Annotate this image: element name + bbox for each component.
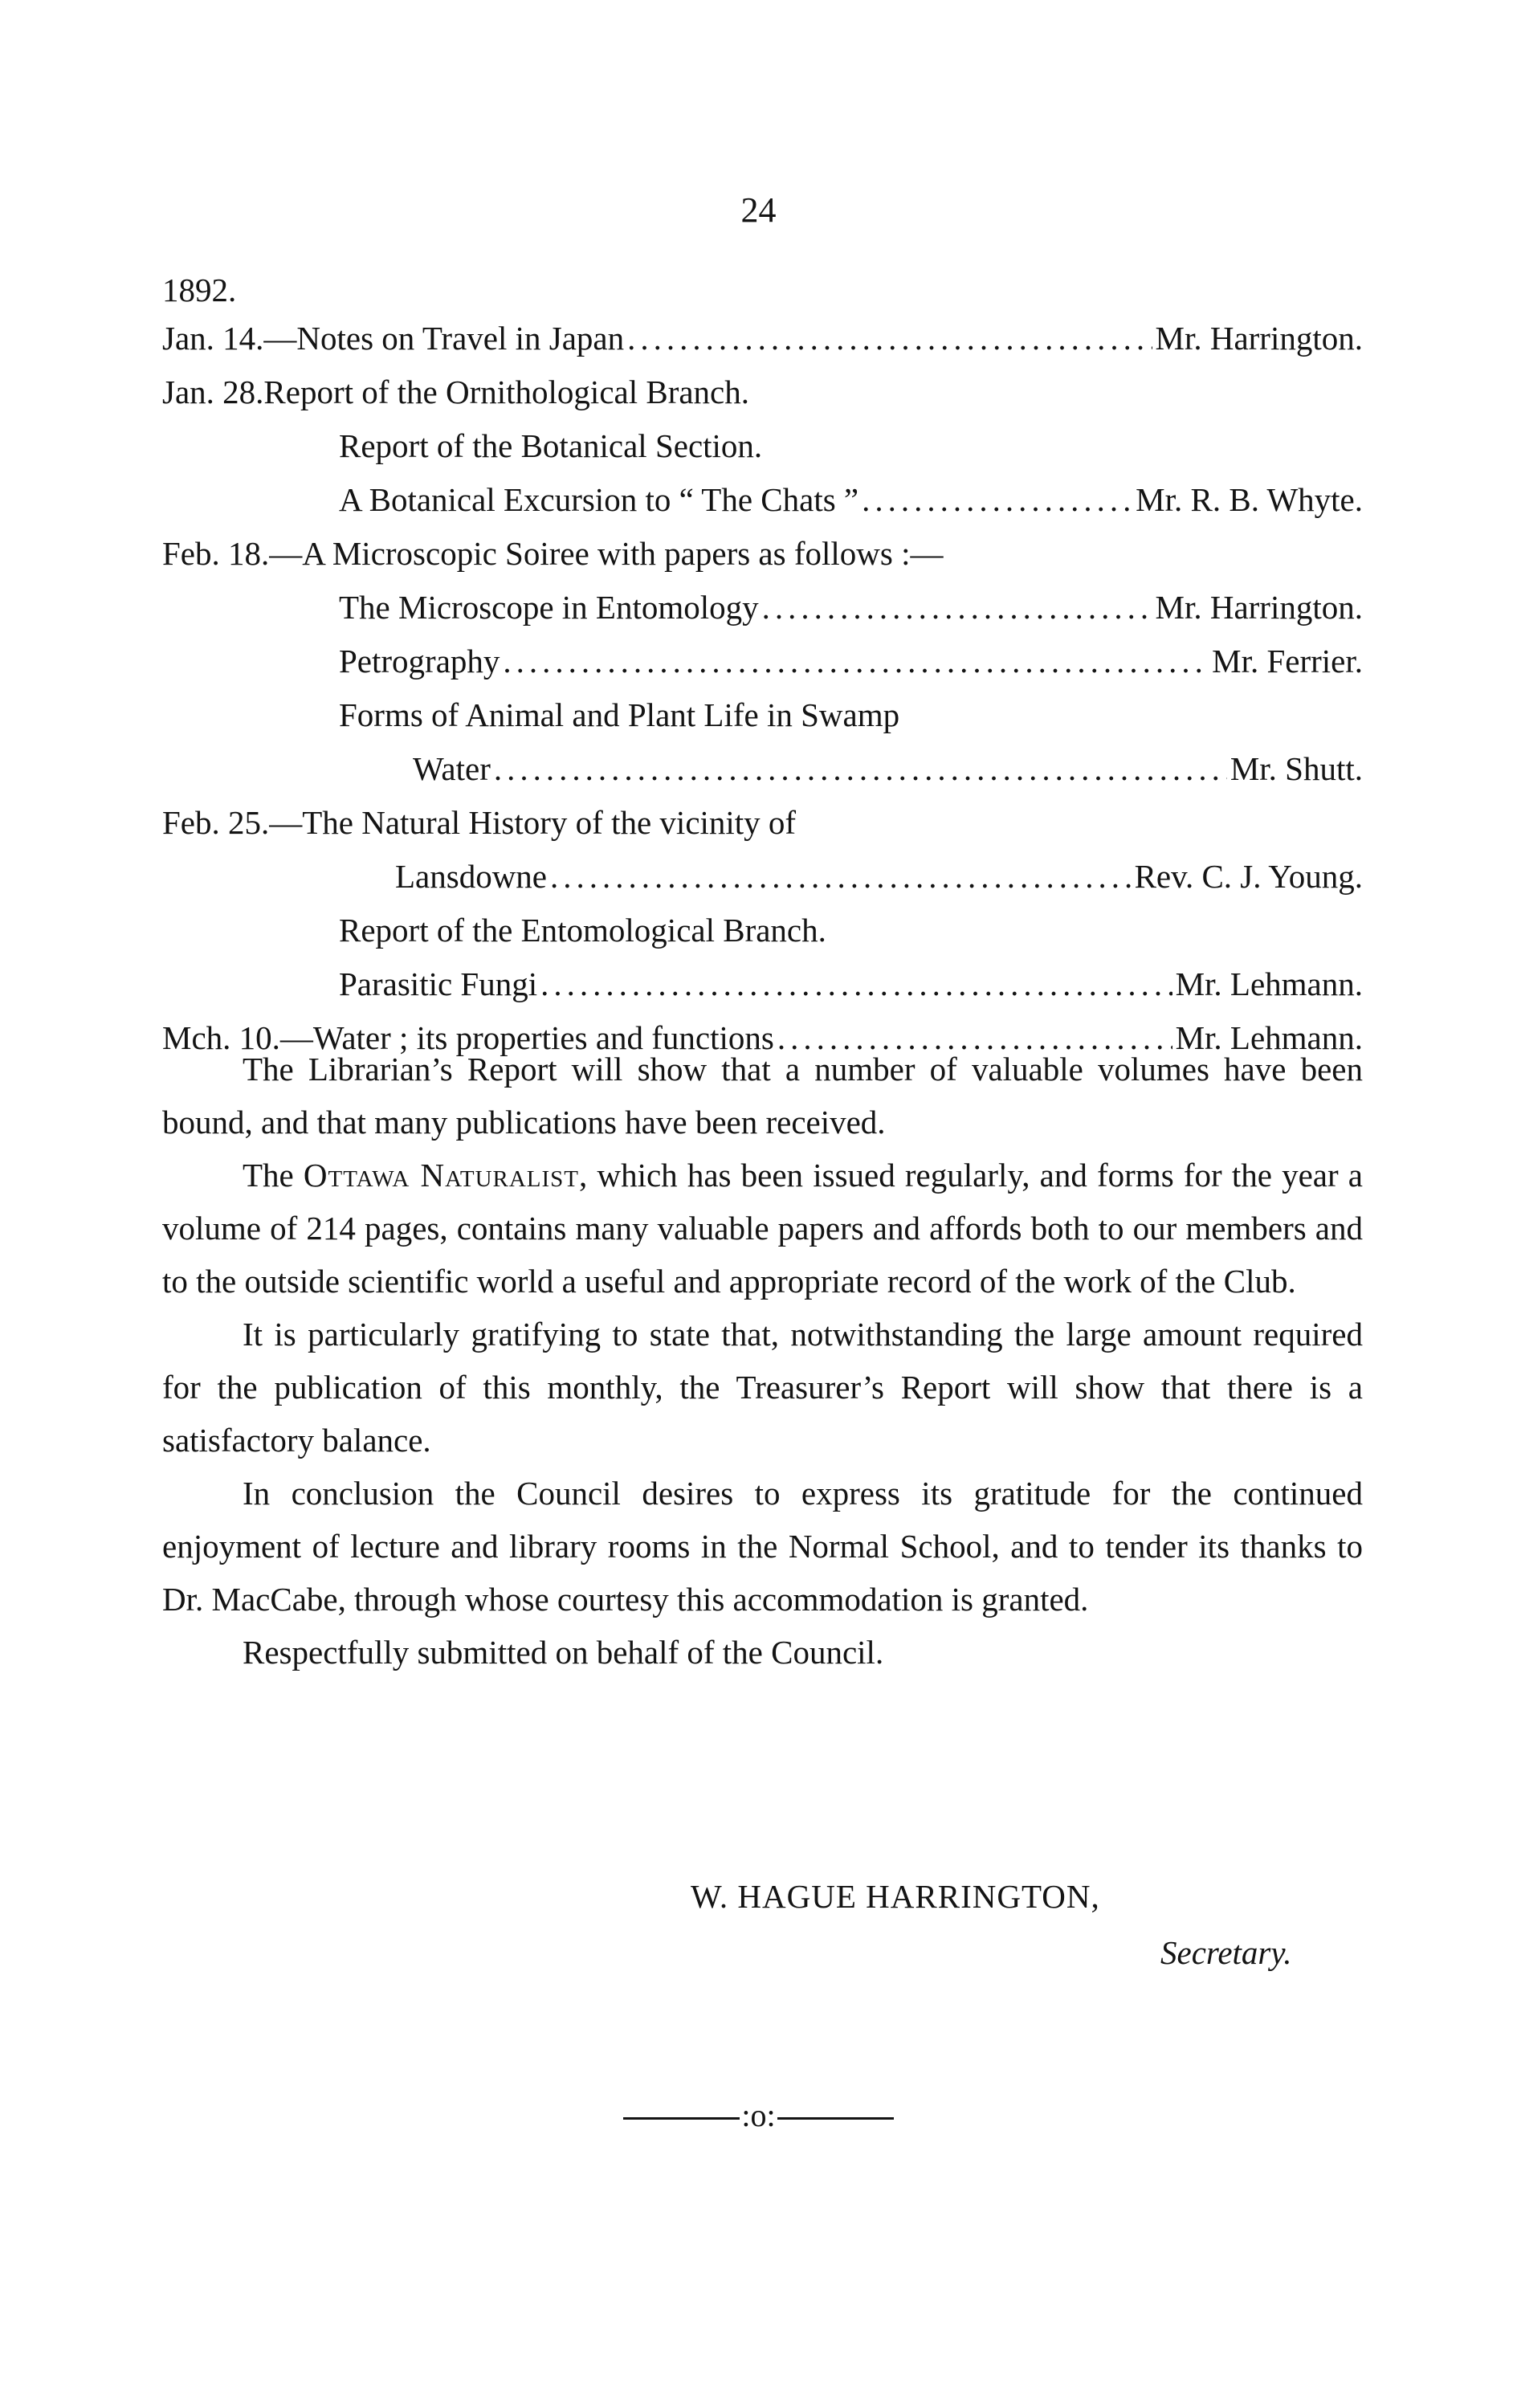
schedule-entry (162, 581, 1363, 635)
schedule-entry (162, 419, 1363, 473)
signature-name: W. HAGUE HARRINGTON, (691, 1878, 1100, 1915)
schedule-entry (162, 850, 1363, 904)
entry-title: Forms of Animal and Plant Life in Swamp (339, 696, 900, 733)
schedule-entry (162, 473, 1363, 527)
signature-title: Secretary. (1160, 1934, 1292, 1971)
meeting-schedule (162, 263, 1363, 1065)
entry-speaker: Mr. Shutt. (1230, 750, 1363, 787)
dot-leader (494, 742, 1227, 796)
entry-title: The Microscope in Entomology (339, 589, 759, 626)
schedule-entry (162, 635, 1363, 688)
entry-title: Water (413, 750, 491, 787)
entry-title: The Natural History of the vicinity of (302, 804, 797, 841)
entry-title: Lansdowne (395, 858, 548, 895)
journal-name: Ottawa Naturalist (303, 1157, 580, 1194)
entry-title: Petrography (339, 643, 500, 680)
dot-leader (503, 635, 1209, 688)
page-number: 24 (740, 190, 777, 230)
dot-leader (540, 957, 1172, 1011)
schedule-entry (162, 742, 1363, 796)
schedule-entry (162, 688, 1363, 742)
paragraph-conclusion: In conclusion the Council desires to express its gratitude for the continued enjoyment of lecture and library rooms in the Normal School, and to tender its thanks to Dr. MacCabe, through whose courtesy this accommodation is granted. (162, 1475, 1363, 1618)
entry-title: Report of the Botanical Section. (339, 427, 763, 464)
year-label: 1892. (162, 271, 237, 308)
entry-speaker: Mr. Lehmann. (1175, 965, 1363, 1002)
entry-title: Report of the Entomological Branch. (339, 912, 826, 949)
schedule-entry (162, 312, 1363, 365)
entry-date: Jan. 28. (162, 373, 264, 410)
paragraph-closing: Respectfully submitted on behalf of the Council. (243, 1634, 884, 1671)
schedule-year (162, 263, 1363, 312)
entry-date: Feb. 18.— (162, 535, 303, 572)
divider-rule-right (777, 2117, 894, 2120)
schedule-entry (162, 527, 1363, 581)
entry-speaker: Mr. Harrington. (1155, 589, 1363, 626)
entry-title: Parasitic Fungi (339, 965, 538, 1002)
entry-title: Notes on Travel in Japan (296, 320, 625, 357)
dot-leader (627, 312, 1152, 365)
entry-title: Report of the Ornithological Branch. (263, 373, 749, 410)
entry-title: A Microscopic Soiree with papers as follows :— (302, 535, 944, 572)
paragraph-treasurer: It is particularly gratifying to state that, notwithstanding the large amount required for the publication of this monthly, the Treasurer’s Report will show that there is a satisfactory balance. (162, 1316, 1363, 1459)
schedule-entry (162, 365, 1363, 419)
dot-leader (550, 850, 1132, 904)
paragraph-naturalist-rest: , which has been issued regularly, and forms for the year a volume of 214 pages, contains many valuable papers and affords both to our members and to the outside scientific world a useful and appropriate record of the work of the Club. (162, 1157, 1363, 1300)
report-body (162, 1043, 1363, 1679)
entry-speaker: Rev. C. J. Young. (1134, 858, 1363, 895)
paragraph-naturalist (162, 1149, 1363, 1308)
divider-rule-left (623, 2117, 740, 2120)
entry-title: Water ; its properties and functions (312, 1019, 774, 1056)
dot-leader (762, 581, 1152, 635)
paragraph-naturalist-lead: The (243, 1157, 304, 1194)
entry-speaker: Mr. R. B. Whyte. (1136, 481, 1363, 518)
entry-title: A Botanical Excursion to “ The Chats ” (339, 481, 859, 518)
schedule-entry (162, 957, 1363, 1011)
section-divider (0, 2097, 1517, 2133)
entry-date: Feb. 25.— (162, 804, 303, 841)
entry-speaker: Mr. Harrington. (1155, 320, 1363, 357)
divider-mark: :o: (741, 2097, 776, 2133)
entry-date: Mch. 10.— (162, 1019, 313, 1056)
entry-list (162, 312, 1363, 1065)
schedule-entry (162, 904, 1363, 957)
paragraph-librarian: The Librarian’s Report will show that a number of valuable volumes have been bound, and that many publications have been received. (162, 1051, 1363, 1141)
dot-leader (862, 473, 1132, 527)
entry-speaker: Mr. Lehmann. (1175, 1019, 1363, 1056)
entry-speaker: Mr. Ferrier. (1212, 643, 1363, 680)
schedule-entry (162, 796, 1363, 850)
entry-date: Jan. 14.— (162, 320, 297, 357)
